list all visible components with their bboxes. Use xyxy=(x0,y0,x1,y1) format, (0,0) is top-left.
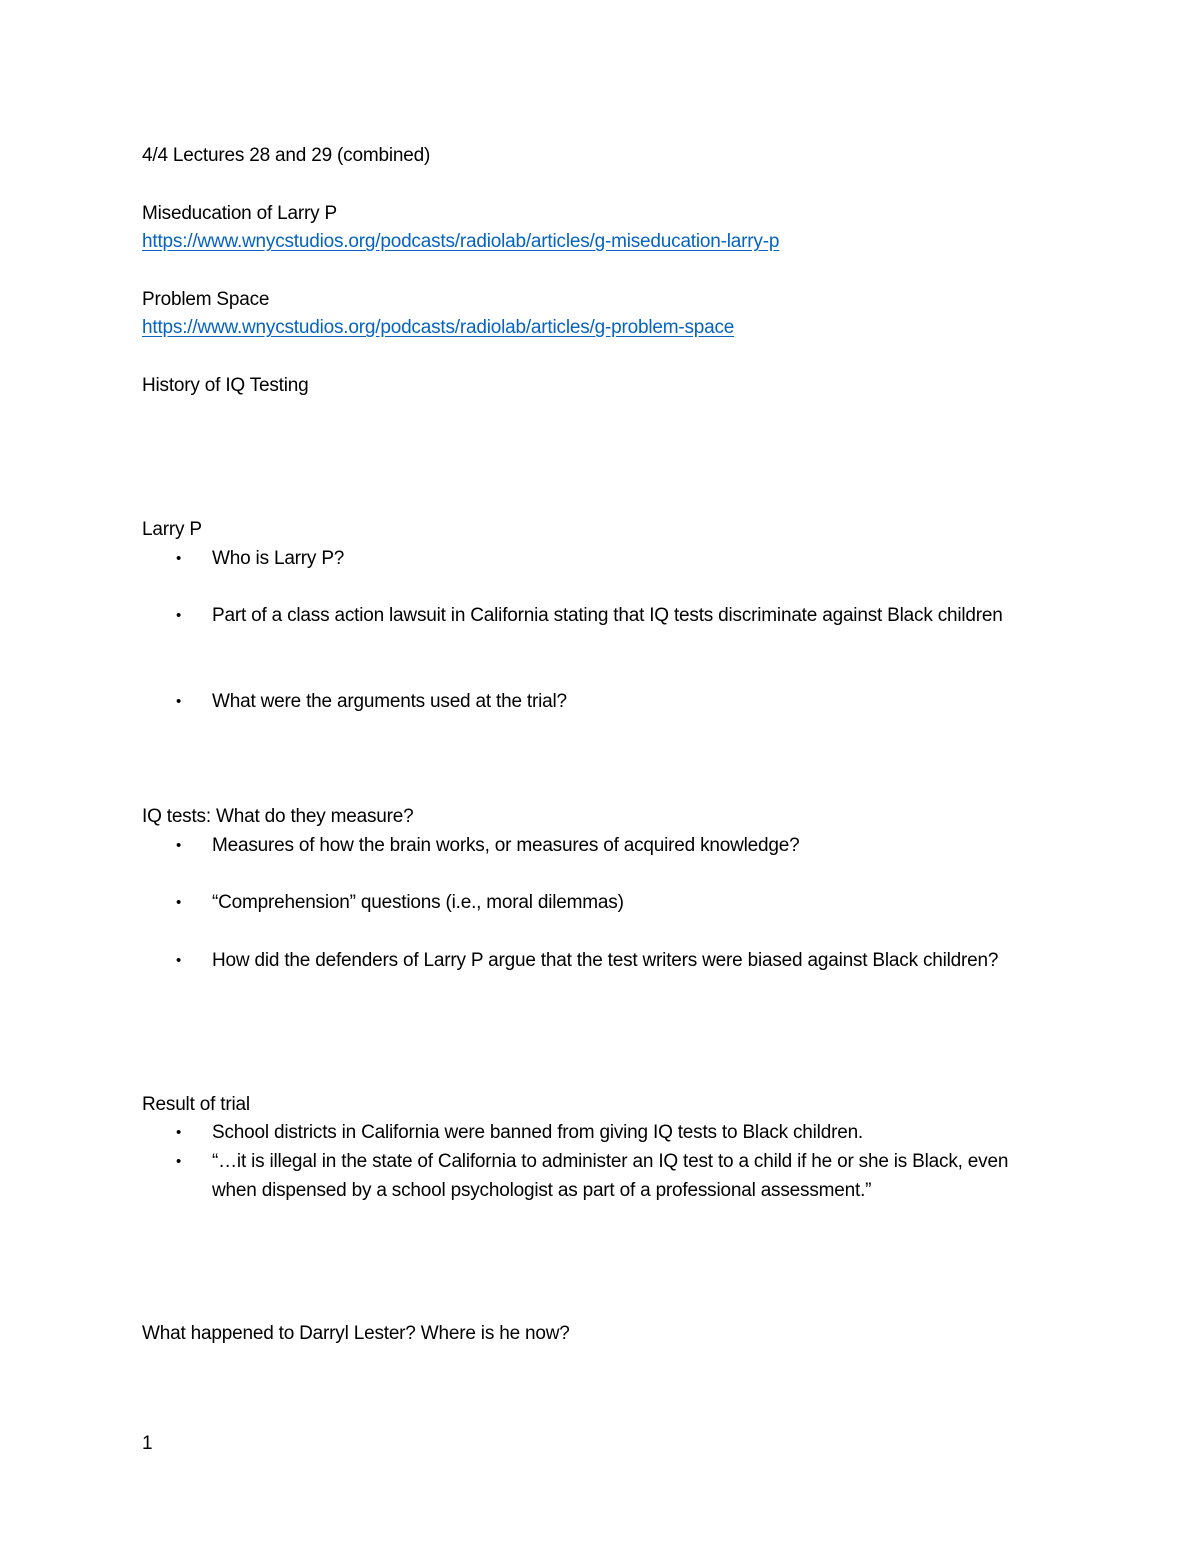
bullet-icon: • xyxy=(176,1124,182,1141)
iq-tests-heading: IQ tests: What do they measure? xyxy=(142,806,414,827)
bullet-icon: • xyxy=(176,837,182,854)
closing-question: What happened to Darryl Lester? Where is he now? xyxy=(142,1323,570,1344)
bullet-icon: • xyxy=(176,550,182,567)
bullet-icon: • xyxy=(176,607,182,624)
list-item-text: School districts in California were banned from giving IQ tests to Black children. xyxy=(212,1122,864,1143)
result-heading: Result of trial xyxy=(142,1094,250,1115)
bullet-icon: • xyxy=(176,952,182,969)
list-item-text: “…it is illegal in the state of California to administer an IQ test to a child if he or she is Black, even when dispensed by a school psychologist as part of a professional assessment.” xyxy=(212,1151,1009,1201)
list-item-text: What were the arguments used at the trial? xyxy=(212,691,567,712)
resource-link-miseducation[interactable]: https://www.wnycstudios.org/podcasts/radiolab/articles/g-miseducation-larry-p xyxy=(142,231,780,252)
list-item-text: Who is Larry P? xyxy=(212,548,345,569)
resource-title-problem-space: Problem Space xyxy=(142,289,270,310)
page-number: 1 xyxy=(142,1433,153,1454)
bullet-icon: • xyxy=(176,1153,182,1170)
list-item-text: Part of a class action lawsuit in California stating that IQ tests discriminate against Black children xyxy=(212,605,1003,626)
larry-p-heading: Larry P xyxy=(142,519,202,540)
list-item-text: Measures of how the brain works, or measures of acquired knowledge? xyxy=(212,835,800,856)
list-item-text: “Comprehension” questions (i.e., moral dilemmas) xyxy=(212,892,624,913)
history-heading: History of IQ Testing xyxy=(142,375,309,396)
resource-title-miseducation: Miseducation of Larry P xyxy=(142,203,337,224)
bullet-icon: • xyxy=(176,894,182,911)
lecture-header: 4/4 Lectures 28 and 29 (combined) xyxy=(142,145,431,166)
list-item-text: How did the defenders of Larry P argue that the test writers were biased against Black children? xyxy=(212,950,999,971)
resource-link-problem-space[interactable]: https://www.wnycstudios.org/podcasts/radiolab/articles/g-problem-space xyxy=(142,317,735,338)
bullet-icon: • xyxy=(176,693,182,710)
